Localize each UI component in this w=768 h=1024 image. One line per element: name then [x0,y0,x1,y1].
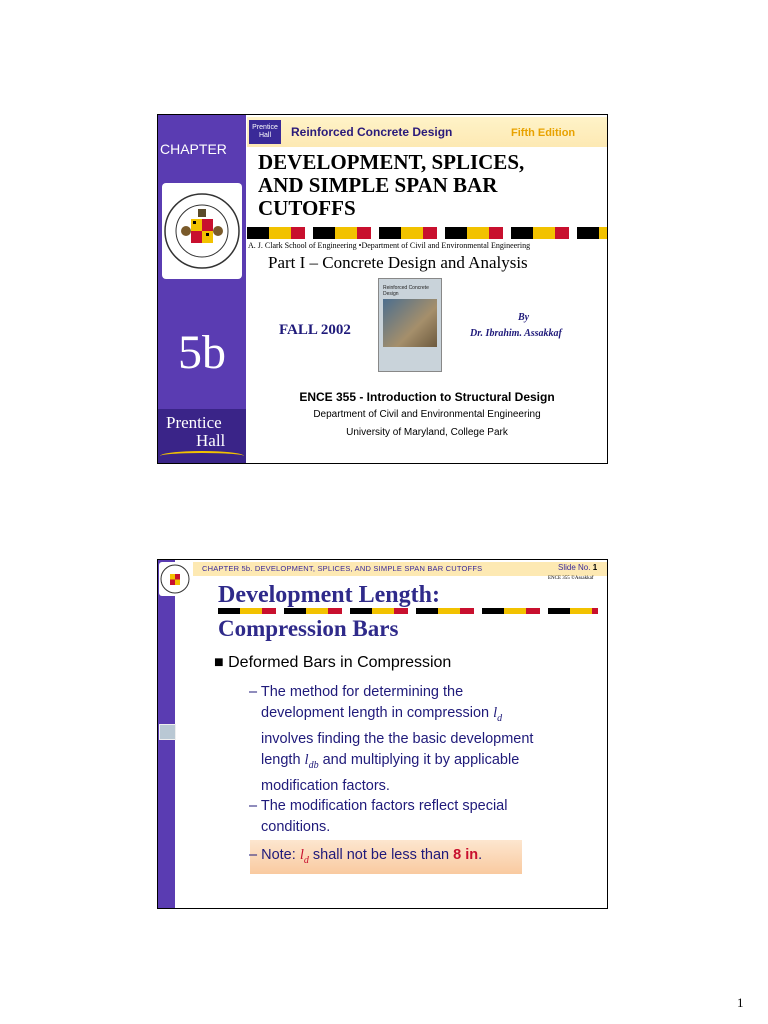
symbol-l: l [299,847,304,863]
dash-icon: – [249,684,258,700]
symbol-ld-note [299,847,309,866]
university-seal-icon [162,183,242,279]
course-title: ENCE 355 - Introduction to Structural Design [299,390,555,404]
publisher-logo-line2: Hall [258,132,272,139]
author-name: Dr. Ibrahim. Assakkaf [470,328,562,339]
school-line: A. J. Clark School of Engineering •Department of Civil and Environmental Engineering [248,241,531,250]
dash-icon: – [249,847,258,863]
symbol-l: l [493,705,498,721]
book-thumbnail [159,724,176,740]
title-slide [157,114,608,464]
slide-number: 1 [592,563,598,572]
maryland-flag-stripe [247,227,607,239]
slide-title-line2: AND SIMPLE SPAN BAR [258,173,498,197]
sub-bullet-1-line4a: length [261,751,301,768]
department-name: Department of Civil and Environmental Engineering [313,409,541,420]
sub-bullet-1-line2: development length in compression [261,705,490,721]
slide-subtitle: Compression Bars [218,616,399,641]
sub-bullet-1-line3: involves finding the the basic development [261,730,534,747]
dash-icon: – [249,798,258,814]
sub-bullet-2 [249,796,589,838]
main-bullet [214,654,451,672]
chapter-label: CHAPTER [160,141,227,157]
publisher-logo [249,120,281,144]
chapter-sidebar [158,115,246,463]
square-bullet-icon: ■ [214,654,224,671]
slide-title [258,151,603,220]
sub-bullet-1-line4b: and multiplying it by applicable [322,751,520,768]
note-value: 8 in [453,847,479,863]
book-cover-photo [383,299,437,347]
symbol-ldb [304,751,319,771]
slide-number-label [558,563,597,572]
symbol-sub-d: d [303,854,309,866]
book-banner [247,117,607,147]
semester-label: FALL 2002 [279,322,351,338]
content-slide [157,559,608,909]
publisher-name-line2: Hall [196,431,226,450]
sub-bullet-2-line1: The modification factors reflect special [260,798,508,814]
publisher-name-line1: Prentice [166,413,222,432]
publisher-swoosh [160,451,244,461]
by-label: By [518,312,530,323]
symbol-sub-db: db [308,759,319,771]
symbol-sub-d: d [497,712,503,724]
publisher-logo-line1: Prentice [252,124,278,131]
course-tag: ENCE 355 ©Assakkaf [548,576,594,581]
edition-label: Fifth Edition [511,127,576,139]
book-cover-image [378,278,442,372]
university-seal-small [159,562,191,596]
sub-bullet-1-line1: The method for determining the [260,684,464,700]
slide-number-prefix: Slide No. [558,563,591,572]
sub-bullet-2-line2: conditions. [261,819,331,835]
university-seal [162,183,242,279]
book-cover-title: Reinforced Concrete Design [383,285,429,297]
university-name: University of Maryland, College Park [346,427,508,438]
note-period: . [478,847,483,863]
note-text: shall not be less than [312,847,450,863]
sub-bullet-3-note [249,845,589,871]
main-bullet-text: Deformed Bars in Compression [228,654,452,671]
symbol-l: l [304,751,309,768]
chapter-header: CHAPTER 5b. DEVELOPMENT, SPLICES, AND SIMPLE SPAN BAR CUTOFFS [202,564,483,573]
symbol-ld [493,705,503,724]
note-label: Note: [261,847,296,863]
chapter-number: 5b [178,326,226,379]
part-title: Part I – Concrete Design and Analysis [268,253,528,272]
book-title: Reinforced Concrete Design [291,125,453,139]
slide-title-line1: DEVELOPMENT, SPLICES, [258,150,525,174]
slide-sidebar [158,560,175,908]
page-number: 1 [737,995,744,1010]
sub-bullet-1 [249,682,589,797]
sub-bullet-1-line5: modification factors. [261,777,390,794]
slide-title-line3: CUTOFFS [258,196,356,220]
slide-title: Development Length: [218,582,440,608]
university-seal-small-icon [159,562,191,596]
